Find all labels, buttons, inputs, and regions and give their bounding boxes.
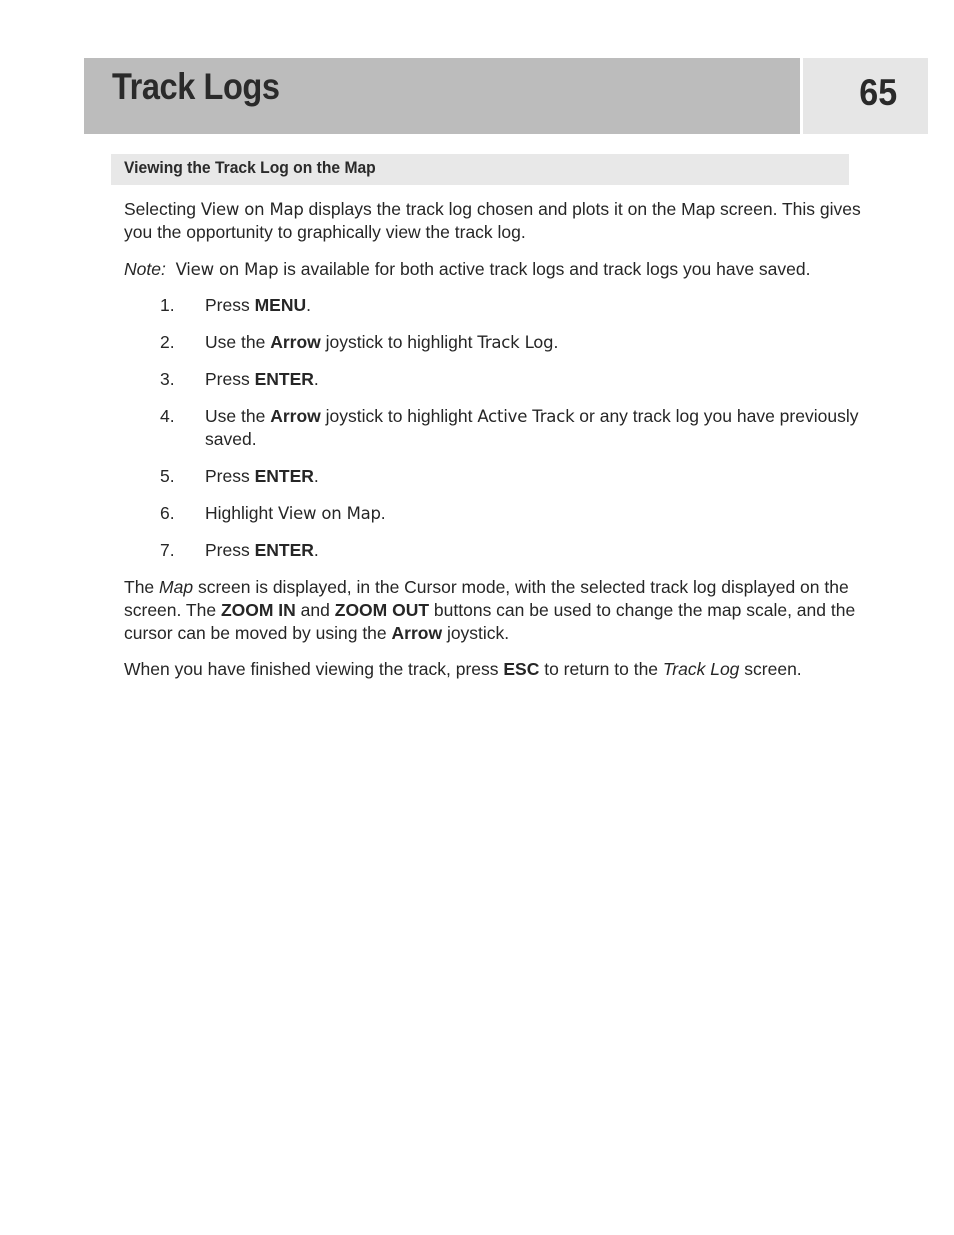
section-title: Viewing the Track Log on the Map	[124, 158, 376, 177]
step-item	[124, 465, 874, 488]
step-text: .	[380, 503, 386, 523]
step-text: Use the	[205, 406, 271, 426]
paragraph-text: When you have finished viewing the track, press	[124, 659, 504, 679]
zoom-in-key: ZOOM IN	[220, 600, 296, 620]
paragraph-text: and	[295, 600, 335, 620]
paragraph-text: buttons can be used to change the map scale, and the cursor can be moved by using the	[124, 600, 856, 643]
finish-paragraph	[124, 658, 874, 681]
track-log-screen-name: Track Log	[662, 659, 740, 679]
steps-list	[124, 294, 874, 562]
note-text: is available for both active track logs and track logs you have saved.	[278, 259, 811, 279]
step-number: 5.	[160, 466, 175, 486]
step-text: Press	[205, 369, 255, 389]
step-text: joystick to highlight	[320, 332, 478, 352]
step-text: .	[313, 540, 319, 560]
arrow-key: Arrow	[391, 623, 443, 643]
map-screen-paragraph	[124, 576, 874, 645]
page-number-box	[803, 58, 928, 134]
step-number: 3.	[160, 369, 175, 389]
zoom-out-key: ZOOM OUT	[334, 600, 430, 620]
intro-paragraph	[124, 198, 874, 244]
step-text: .	[313, 369, 319, 389]
step-item	[124, 539, 874, 562]
active-track-term: Active Track	[477, 407, 575, 426]
step-text: .	[553, 332, 559, 352]
intro-text-continued: displays the track log chosen and plots it on the Map screen. This gives you the opportunity to graphically view the track log.	[124, 199, 861, 242]
step-text: Use the	[205, 332, 271, 352]
paragraph-text: screen.	[739, 659, 802, 679]
arrow-key: Arrow	[270, 406, 321, 426]
section-heading-bar	[111, 154, 849, 185]
note-term: View on Map	[175, 260, 279, 279]
paragraph-text: The	[124, 577, 160, 597]
step-number: 1.	[160, 295, 175, 315]
step-item	[124, 294, 874, 317]
view-on-map-term: View on Map	[277, 504, 381, 523]
enter-key: ENTER	[254, 369, 314, 389]
chapter-header-bar	[84, 58, 800, 134]
paragraph-text: screen is displayed, in the Cursor mode, with the selected track log displayed on the screen. The	[124, 577, 849, 620]
step-text: Press	[205, 295, 255, 315]
step-number: 2.	[160, 332, 175, 352]
paragraph-text: joystick.	[442, 623, 510, 643]
page-number: 65	[859, 72, 897, 113]
step-text: Highlight	[205, 503, 278, 523]
chapter-title: Track Logs	[112, 66, 280, 107]
step-number: 4.	[160, 406, 175, 426]
step-number: 6.	[160, 503, 175, 523]
step-text: or any track log you have previously saved.	[205, 406, 859, 449]
note-paragraph	[124, 258, 874, 281]
esc-key: ESC	[503, 659, 540, 679]
step-text: .	[313, 466, 319, 486]
paragraph-text: to return to the	[539, 659, 663, 679]
step-text: Press	[205, 466, 255, 486]
enter-key: ENTER	[254, 540, 314, 560]
step-text: joystick to highlight	[320, 406, 478, 426]
body-content	[124, 198, 874, 681]
arrow-key: Arrow	[270, 332, 321, 352]
step-item	[124, 405, 874, 451]
step-item	[124, 331, 874, 354]
map-screen-name: Map	[159, 577, 194, 597]
note-label: Note:	[124, 259, 166, 279]
step-item	[124, 368, 874, 391]
menu-key: MENU	[254, 295, 307, 315]
step-item	[124, 502, 874, 525]
view-on-map-term: View on Map	[200, 200, 304, 219]
intro-text: Selecting	[124, 199, 201, 219]
track-log-term: Track Log	[477, 333, 554, 352]
enter-key: ENTER	[254, 466, 314, 486]
step-number: 7.	[160, 540, 175, 560]
step-text: Press	[205, 540, 255, 560]
step-text: .	[306, 295, 312, 315]
